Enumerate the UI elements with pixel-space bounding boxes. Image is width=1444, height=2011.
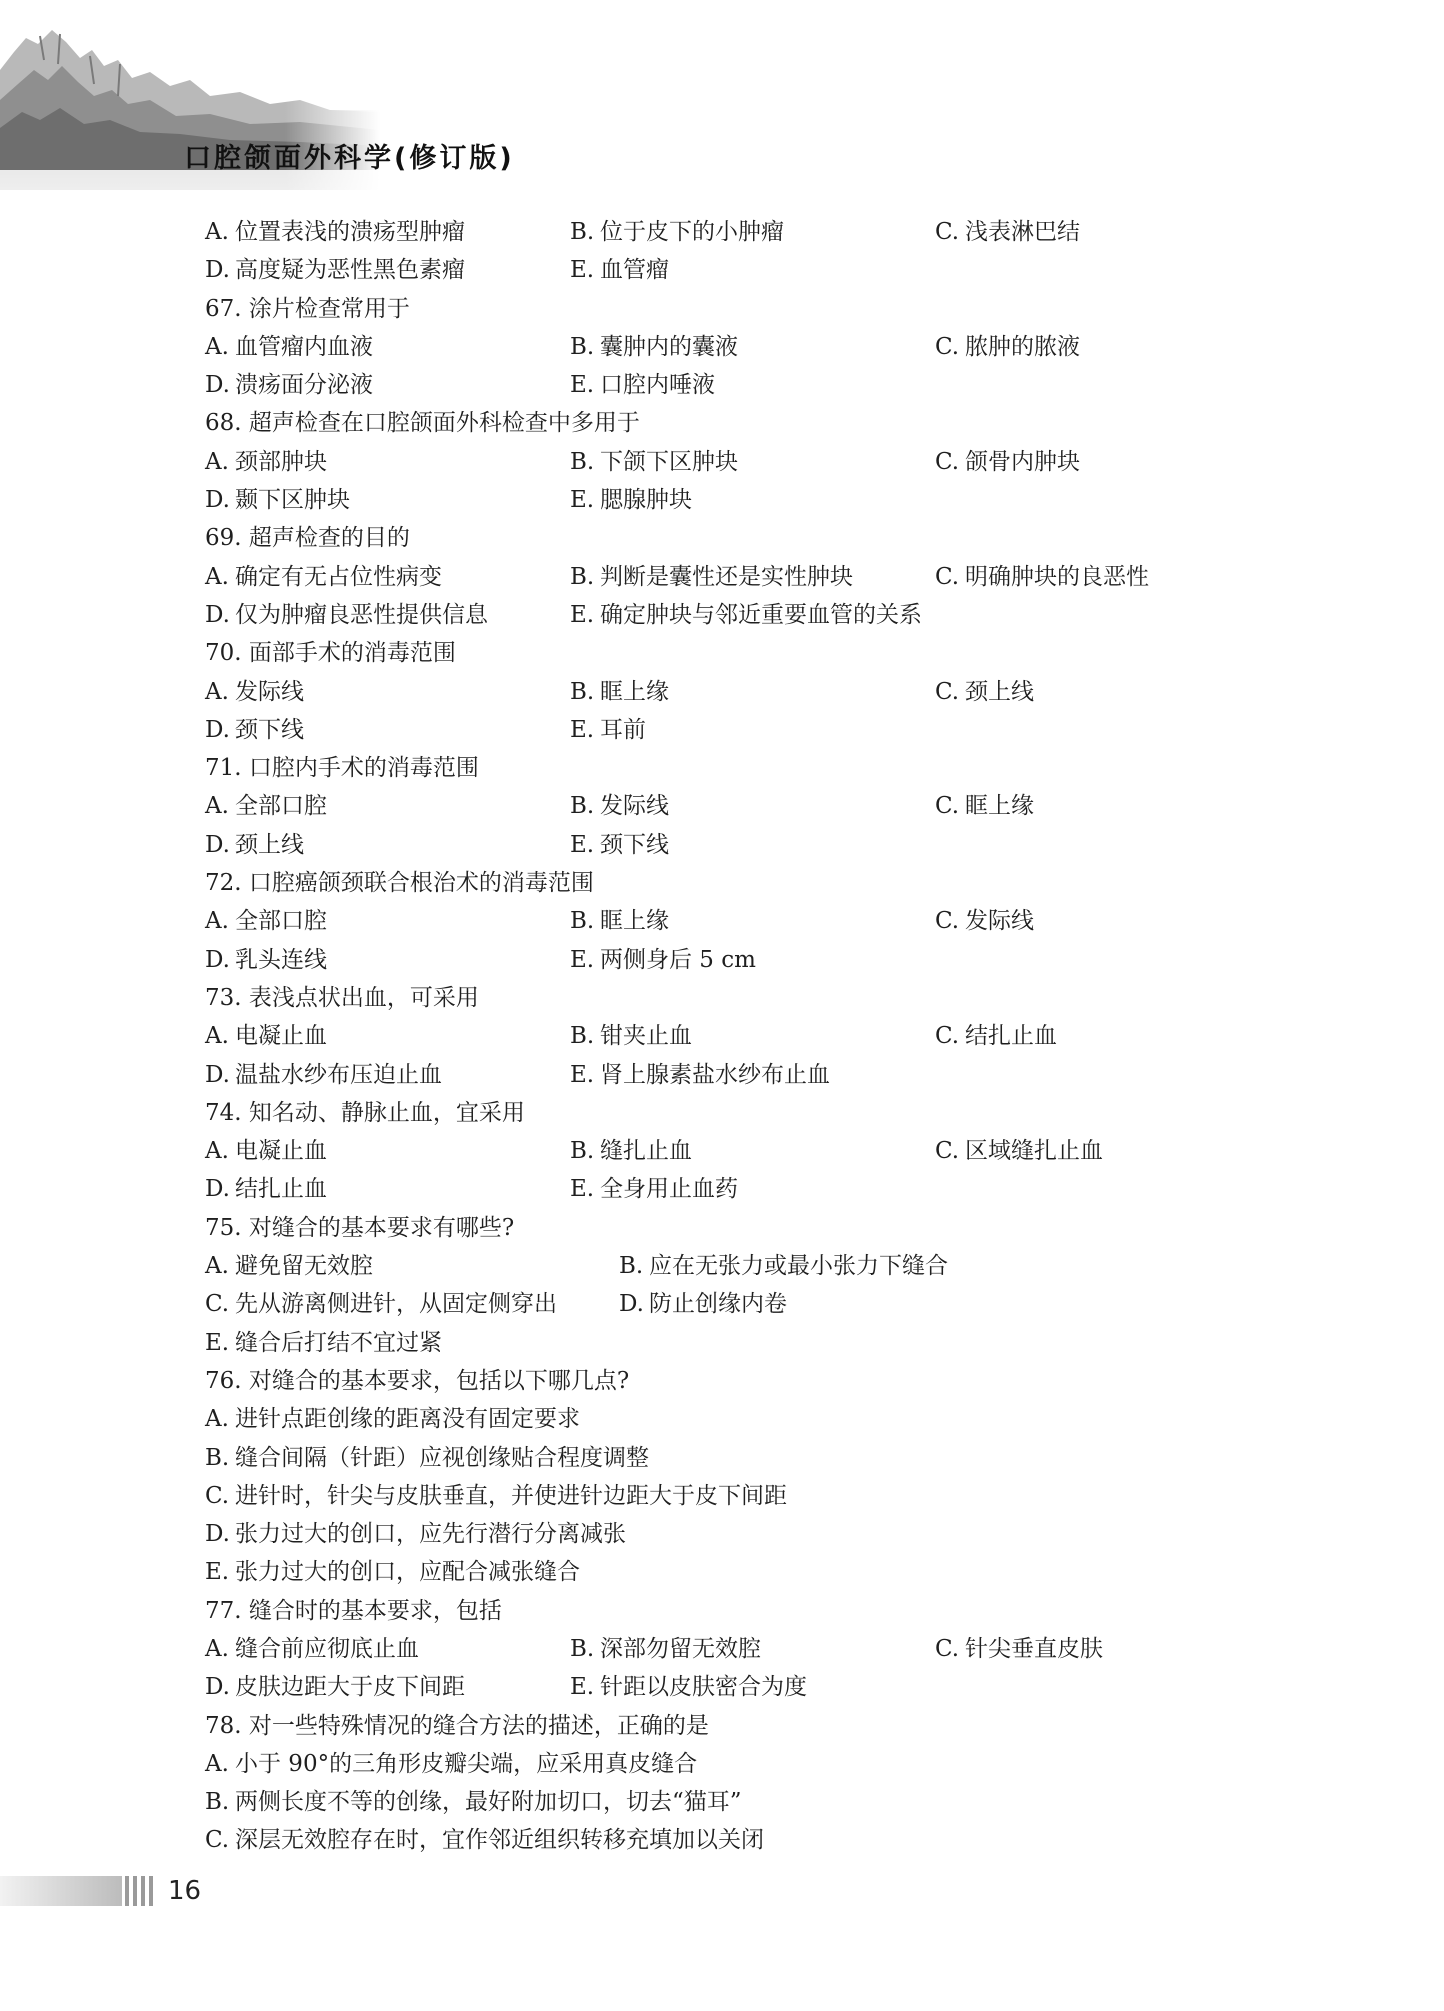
question-list: [205, 213, 1305, 1860]
question-row: [205, 1707, 1305, 1745]
option-text: 两侧身后 5 cm: [600, 946, 756, 973]
option-letter: A.: [205, 333, 229, 360]
option-letter: B.: [570, 333, 595, 360]
option-text: 血管瘤内血液: [235, 333, 373, 360]
option-letter: E.: [570, 946, 595, 973]
option-letter: D.: [205, 1521, 230, 1548]
answer-option: [205, 366, 373, 404]
option-row: [205, 787, 1305, 825]
option-text: 发际线: [600, 793, 669, 820]
option-text: 针距以皮肤密合为度: [600, 1674, 807, 1701]
answer-option: [570, 1132, 692, 1170]
question-text: 76. 对缝合的基本要求，包括以下哪几点?: [205, 1367, 630, 1394]
option-letter: A.: [205, 1138, 229, 1165]
answer-option: [205, 481, 350, 519]
option-letter: C.: [935, 678, 960, 705]
option-letter: B.: [205, 1789, 230, 1816]
option-letter: D.: [205, 1674, 230, 1701]
answer-option: [205, 1170, 327, 1208]
answer-option: [570, 826, 669, 864]
option-letter: C.: [935, 333, 960, 360]
option-text: 溃疡面分泌液: [235, 372, 373, 399]
answer-option: [205, 1439, 649, 1477]
option-row: [205, 1056, 1305, 1094]
option-row: [205, 328, 1305, 366]
option-letter: C.: [205, 1482, 230, 1509]
question-row: [205, 519, 1305, 557]
option-text: 确定有无占位性病变: [235, 563, 442, 590]
option-text: 针尖垂直皮肤: [965, 1635, 1103, 1662]
answer-option: [205, 941, 327, 979]
option-letter: C.: [205, 1291, 230, 1318]
answer-option: [935, 902, 1034, 940]
option-row: [205, 1821, 1305, 1859]
question-text: 67. 涂片检查常用于: [205, 295, 410, 322]
question-text: 78. 对一些特殊情况的缝合方法的描述，正确的是: [205, 1712, 709, 1739]
option-letter: A.: [205, 678, 229, 705]
answer-option: [205, 826, 304, 864]
option-letter: E.: [205, 1559, 230, 1586]
option-letter: E.: [570, 1674, 595, 1701]
book-title: 口腔颌面外科学(修订版): [184, 143, 515, 174]
option-text: 判断是囊性还是实性肿块: [600, 563, 853, 590]
option-text: 深层无效腔存在时，宜作邻近组织转移充填加以关闭: [235, 1827, 764, 1854]
option-text: 眶上缘: [600, 678, 669, 705]
answer-option: [205, 673, 304, 711]
option-text: 两侧长度不等的创缘，最好附加切口，切去“猫耳”: [235, 1789, 742, 1816]
option-text: 张力过大的创口，应先行潜行分离减张: [235, 1521, 626, 1548]
option-text: 温盐水纱布压迫止血: [235, 1061, 442, 1088]
option-text: 进针时，针尖与皮肤垂直，并使进针边距大于皮下间距: [235, 1482, 787, 1509]
option-letter: E.: [205, 1329, 230, 1356]
option-letter: D.: [205, 372, 230, 399]
option-letter: E.: [570, 1176, 595, 1203]
option-row: [205, 941, 1305, 979]
option-letter: B.: [570, 448, 595, 475]
option-letter: A.: [205, 908, 229, 935]
question-row: [205, 1362, 1305, 1400]
option-row: [205, 251, 1305, 289]
answer-option: [570, 251, 669, 289]
option-letter: B.: [570, 1023, 595, 1050]
answer-option: [205, 558, 442, 596]
option-row: [205, 596, 1305, 634]
option-letter: C.: [935, 793, 960, 820]
option-row: [205, 558, 1305, 596]
option-letter: A.: [205, 448, 229, 475]
option-row: [205, 366, 1305, 404]
option-text: 颈部肿块: [235, 448, 327, 475]
answer-option: [205, 787, 327, 825]
option-text: 皮肤边距大于皮下间距: [235, 1674, 465, 1701]
option-letter: E.: [570, 831, 595, 858]
option-text: 脓肿的脓液: [965, 333, 1080, 360]
option-letter: A.: [205, 1253, 229, 1280]
answer-option: [619, 1247, 948, 1285]
answer-option: [205, 902, 327, 940]
option-text: 囊肿内的囊液: [600, 333, 738, 360]
answer-option: [205, 251, 465, 289]
option-text: 缝扎止血: [600, 1138, 692, 1165]
option-text: 下颌下区肿块: [600, 448, 738, 475]
option-text: 颌骨内肿块: [965, 448, 1080, 475]
answer-option: [205, 328, 373, 366]
answer-option: [570, 328, 738, 366]
option-letter: D.: [619, 1291, 644, 1318]
question-row: [205, 1592, 1305, 1630]
option-letter: A.: [205, 1406, 229, 1433]
answer-option: [205, 1553, 580, 1591]
answer-option: [570, 596, 922, 634]
option-letter: E.: [570, 487, 595, 514]
option-text: 耳前: [600, 716, 646, 743]
option-text: 乳头连线: [235, 946, 327, 973]
option-text: 位置表浅的溃疡型肿瘤: [235, 219, 465, 245]
question-row: [205, 749, 1305, 787]
footer-gray-bar: [0, 1876, 122, 1906]
question-text: 70. 面部手术的消毒范围: [205, 640, 456, 667]
option-text: 位于皮下的小肿瘤: [600, 219, 784, 245]
option-letter: B.: [570, 1138, 595, 1165]
option-text: 仅为肿瘤良恶性提供信息: [235, 601, 488, 628]
option-text: 避免留无效腔: [235, 1253, 373, 1280]
option-letter: B.: [205, 1444, 230, 1471]
option-text: 腮腺肿块: [600, 487, 692, 514]
answer-option: [570, 558, 853, 596]
answer-option: [570, 1630, 761, 1668]
option-text: 颈上线: [235, 831, 304, 858]
answer-option: [205, 1783, 742, 1821]
option-row: [205, 1324, 1305, 1362]
question-text: 73. 表浅点状出血，可采用: [205, 984, 479, 1011]
option-row: [205, 1439, 1305, 1477]
answer-option: [570, 787, 669, 825]
question-text: 74. 知名动、静脉止血，宜采用: [205, 1099, 525, 1126]
option-text: 缝合后打结不宜过紧: [235, 1329, 442, 1356]
option-row: [205, 1285, 1305, 1323]
page-number: 16: [168, 1876, 202, 1906]
option-letter: C.: [935, 219, 960, 245]
option-letter: E.: [570, 257, 595, 284]
question-text: 68. 超声检查在口腔颌面外科检查中多用于: [205, 410, 640, 437]
answer-option: [205, 443, 327, 481]
answer-option: [205, 1477, 787, 1515]
option-row: [205, 1477, 1305, 1515]
option-text: 电凝止血: [235, 1138, 327, 1165]
answer-option: [570, 366, 715, 404]
option-text: 小于 90°的三角形皮瓣尖端，应采用真皮缝合: [235, 1750, 698, 1777]
answer-option: [935, 787, 1034, 825]
answer-option: [570, 481, 692, 519]
option-letter: D.: [205, 1176, 230, 1203]
answer-option: [570, 1017, 692, 1055]
option-text: 血管瘤: [600, 257, 669, 284]
option-row: [205, 1247, 1305, 1285]
option-row: [205, 1170, 1305, 1208]
option-letter: A.: [205, 563, 229, 590]
answer-option: [205, 1247, 373, 1285]
question-text: 69. 超声检查的目的: [205, 525, 410, 552]
answer-option: [935, 1017, 1057, 1055]
answer-option: [570, 673, 669, 711]
answer-option: [570, 1668, 807, 1706]
option-text: 眶上缘: [600, 908, 669, 935]
option-letter: D.: [205, 716, 230, 743]
option-letter: C.: [935, 1023, 960, 1050]
answer-option: [205, 1285, 557, 1323]
option-text: 颈下线: [235, 716, 304, 743]
option-letter: B.: [570, 219, 595, 245]
question-row: [205, 404, 1305, 442]
option-letter: A.: [205, 1635, 229, 1662]
question-text: 75. 对缝合的基本要求有哪些?: [205, 1214, 515, 1241]
option-text: 结扎止血: [965, 1023, 1057, 1050]
option-letter: D.: [205, 946, 230, 973]
answer-option: [570, 941, 756, 979]
question-text: 77. 缝合时的基本要求，包括: [205, 1597, 502, 1624]
option-letter: C.: [935, 1635, 960, 1662]
option-row: [205, 1553, 1305, 1591]
option-letter: A.: [205, 793, 229, 820]
option-text: 深部勿留无效腔: [600, 1635, 761, 1662]
footer-stripes-icon: [125, 1876, 155, 1906]
option-text: 口腔内唾液: [600, 372, 715, 399]
option-letter: D.: [205, 257, 230, 284]
option-letter: C.: [935, 563, 960, 590]
option-letter: B.: [570, 793, 595, 820]
answer-option: [205, 1056, 442, 1094]
option-text: 全身用止血药: [600, 1176, 738, 1203]
option-text: 结扎止血: [235, 1176, 327, 1203]
answer-option: [935, 1630, 1103, 1668]
option-letter: B.: [570, 908, 595, 935]
answer-option: [570, 711, 646, 749]
option-letter: D.: [205, 1061, 230, 1088]
option-letter: D.: [205, 487, 230, 514]
option-letter: E.: [570, 601, 595, 628]
question-row: [205, 864, 1305, 902]
answer-option: [205, 1132, 327, 1170]
option-text: 缝合前应彻底止血: [235, 1635, 419, 1662]
answer-option: [935, 328, 1080, 366]
question-row: [205, 1209, 1305, 1247]
option-letter: B.: [570, 563, 595, 590]
option-text: 高度疑为恶性黑色素瘤: [235, 257, 465, 284]
answer-option: [205, 1324, 442, 1362]
option-letter: E.: [570, 1061, 595, 1088]
option-text: 肾上腺素盐水纱布止血: [600, 1061, 830, 1088]
answer-option: [570, 213, 784, 251]
answer-option: [570, 902, 669, 940]
question-text: 72. 口腔癌颌颈联合根治术的消毒范围: [205, 870, 594, 897]
answer-option: [935, 558, 1149, 596]
option-text: 区域缝扎止血: [965, 1138, 1103, 1165]
answer-option: [570, 1170, 738, 1208]
option-letter: E.: [570, 716, 595, 743]
option-letter: C.: [205, 1827, 230, 1854]
option-text: 发际线: [965, 908, 1034, 935]
option-text: 确定肿块与邻近重要血管的关系: [600, 601, 922, 628]
question-row: [205, 290, 1305, 328]
option-text: 发际线: [235, 678, 304, 705]
option-letter: C.: [935, 1138, 960, 1165]
option-letter: A.: [205, 1750, 229, 1777]
option-text: 钳夹止血: [600, 1023, 692, 1050]
option-letter: B.: [570, 678, 595, 705]
answer-option: [935, 1132, 1103, 1170]
option-letter: B.: [619, 1253, 644, 1280]
option-row: [205, 443, 1305, 481]
answer-option: [570, 443, 738, 481]
option-row: [205, 213, 1305, 251]
option-letter: C.: [935, 448, 960, 475]
answer-option: [205, 1630, 419, 1668]
option-text: 颞下区肿块: [235, 487, 350, 514]
option-letter: E.: [570, 372, 595, 399]
option-letter: C.: [935, 908, 960, 935]
option-row: [205, 826, 1305, 864]
option-text: 张力过大的创口，应配合减张缝合: [235, 1559, 580, 1586]
option-row: [205, 1017, 1305, 1055]
option-row: [205, 1515, 1305, 1553]
option-text: 浅表淋巴结: [965, 219, 1080, 245]
option-row: [205, 481, 1305, 519]
option-letter: A.: [205, 1023, 229, 1050]
option-letter: D.: [205, 831, 230, 858]
option-row: [205, 902, 1305, 940]
option-row: [205, 1783, 1305, 1821]
option-letter: D.: [205, 601, 230, 628]
answer-option: [205, 1400, 580, 1438]
option-row: [205, 1745, 1305, 1783]
option-text: 缝合间隔（针距）应视创缘贴合程度调整: [235, 1444, 649, 1471]
option-text: 应在无张力或最小张力下缝合: [649, 1253, 948, 1280]
option-text: 全部口腔: [235, 793, 327, 820]
answer-option: [205, 1515, 626, 1553]
question-row: [205, 634, 1305, 672]
answer-option: [205, 213, 465, 251]
answer-option: [205, 711, 304, 749]
option-letter: A.: [205, 219, 229, 245]
answer-option: [935, 443, 1080, 481]
answer-option: [205, 596, 488, 634]
option-row: [205, 1668, 1305, 1706]
option-text: 明确肿块的良恶性: [965, 563, 1149, 590]
option-row: [205, 711, 1305, 749]
answer-option: [205, 1821, 764, 1859]
option-text: 眶上缘: [965, 793, 1034, 820]
answer-option: [205, 1017, 327, 1055]
question-row: [205, 979, 1305, 1017]
answer-option: [570, 1056, 830, 1094]
answer-option: [935, 213, 1080, 251]
option-text: 先从游离侧进针，从固定侧穿出: [235, 1291, 557, 1318]
option-text: 全部口腔: [235, 908, 327, 935]
option-letter: B.: [570, 1635, 595, 1662]
option-row: [205, 1630, 1305, 1668]
option-row: [205, 1400, 1305, 1438]
option-text: 颈下线: [600, 831, 669, 858]
option-text: 防止创缘内卷: [649, 1291, 787, 1318]
answer-option: [619, 1285, 787, 1323]
question-row: [205, 1094, 1305, 1132]
option-row: [205, 673, 1305, 711]
question-text: 71. 口腔内手术的消毒范围: [205, 755, 479, 782]
option-text: 进针点距创缘的距离没有固定要求: [235, 1406, 580, 1433]
option-text: 颈上线: [965, 678, 1034, 705]
answer-option: [205, 1745, 697, 1783]
answer-option: [935, 673, 1034, 711]
answer-option: [205, 1668, 465, 1706]
option-row: [205, 1132, 1305, 1170]
option-text: 电凝止血: [235, 1023, 327, 1050]
